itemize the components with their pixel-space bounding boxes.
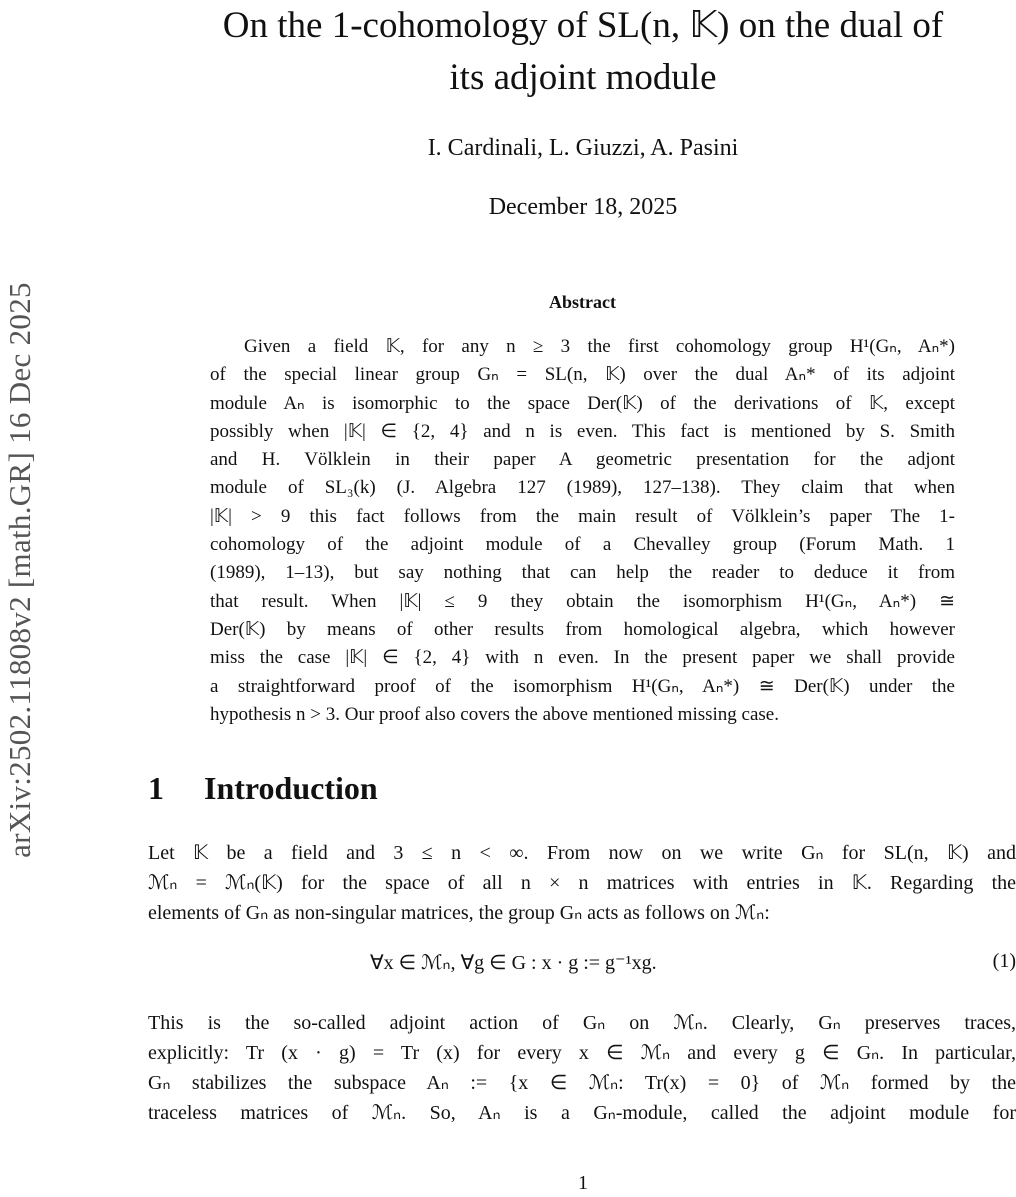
- abstract-line: miss the case |𝕂| ∈ {2, 4} with n even. In the present paper we shall provide: [210, 647, 955, 669]
- equation-number: (1): [992, 950, 1016, 972]
- paragraph-line: explicitly: Tr (x · g) = Tr (x) for every x ∈ ℳₙ and every g ∈ Gₙ. In particular,: [148, 1042, 1016, 1064]
- abstract-line: cohomology of the adjoint module of a Chevalley group (Forum Math. 1: [210, 534, 955, 556]
- date: December 18, 2025: [488, 194, 678, 220]
- section-heading: [148, 770, 378, 807]
- abstract-line: module of SL₃(k) (J. Algebra 127 (1989), 127–138). They claim that when: [210, 477, 955, 499]
- equation-body: ∀x ∈ ℳₙ, ∀g ∈ G : x · g := g⁻¹xg.: [370, 952, 657, 974]
- paragraph-line: Gₙ stabilizes the subspace Aₙ := {x ∈ ℳₙ: Tr(x) = 0} of ℳₙ formed by the: [148, 1072, 1016, 1094]
- abstract-line: of the special linear group Gₙ = SL(n, 𝕂) over the dual Aₙ* of its adjoint: [210, 364, 955, 386]
- paragraph-line: traceless matrices of ℳₙ. So, Aₙ is a Gₙ-module, called the adjoint module for: [148, 1102, 1016, 1124]
- page-number: 1: [578, 1172, 588, 1194]
- paper-title: [150, 0, 1016, 104]
- paragraph-line: ℳₙ = ℳₙ(𝕂) for the space of all n × n matrices with entries in 𝕂. Regarding the: [148, 872, 1016, 894]
- paragraph-line: This is the so-called adjoint action of Gₙ on ℳₙ. Clearly, Gₙ preserves traces,: [148, 1012, 1016, 1034]
- abstract-line: that result. When |𝕂| ≤ 9 they obtain the isomorphism H¹(Gₙ, Aₙ*) ≅: [210, 590, 955, 612]
- intro-paragraph-1: [148, 838, 1016, 928]
- arxiv-identifier-text: arXiv:2502.11808v2 [math.GR] 16 Dec 2025: [2, 282, 37, 858]
- abstract-line: and H. Völklein in their paper A geometric presentation for the adjont: [210, 449, 955, 471]
- title-line-1: On the 1-cohomology of SL(n, 𝕂) on the dual of: [222, 5, 944, 46]
- authors: I. Cardinali, L. Giuzzi, A. Pasini: [427, 135, 739, 161]
- abstract-line: Given a field 𝕂, for any n ≥ 3 the first cohomology group H¹(Gₙ, Aₙ*): [244, 336, 955, 357]
- abstract-body: [210, 333, 955, 729]
- title-line-2: its adjoint module: [449, 57, 717, 98]
- intro-paragraph-2: [148, 1008, 1016, 1128]
- abstract-line: module Aₙ is isomorphic to the space Der(𝕂) of the derivations of 𝕂, except: [210, 392, 955, 414]
- abstract-line: hypothesis n > 3. Our proof also covers the above mentioned missing case.: [210, 703, 779, 725]
- section-number: 1: [148, 770, 164, 806]
- abstract-heading: Abstract: [549, 292, 616, 312]
- abstract-line: Der(𝕂) by means of other results from homological algebra, which however: [210, 618, 955, 640]
- arxiv-identifier: [0, 180, 40, 960]
- paragraph-line: Let 𝕂 be a field and 3 ≤ n < ∞. From now on we write Gₙ for SL(n, 𝕂) and: [148, 842, 1016, 864]
- abstract-line: a straightforward proof of the isomorphism H¹(Gₙ, Aₙ*) ≅ Der(𝕂) under the: [210, 675, 955, 697]
- abstract-line: (1989), 1–13), but say nothing that can help the reader to deduce it from: [210, 562, 955, 584]
- abstract-line: |𝕂| > 9 this fact follows from the main result of Völklein’s paper The 1-: [210, 505, 955, 527]
- abstract-line: possibly when |𝕂| ∈ {2, 4} and n is even. This fact is mentioned by S. Smith: [210, 420, 955, 442]
- paragraph-line: elements of Gₙ as non-singular matrices, the group Gₙ acts as follows on ℳₙ:: [148, 902, 770, 924]
- section-title: Introduction: [204, 770, 378, 806]
